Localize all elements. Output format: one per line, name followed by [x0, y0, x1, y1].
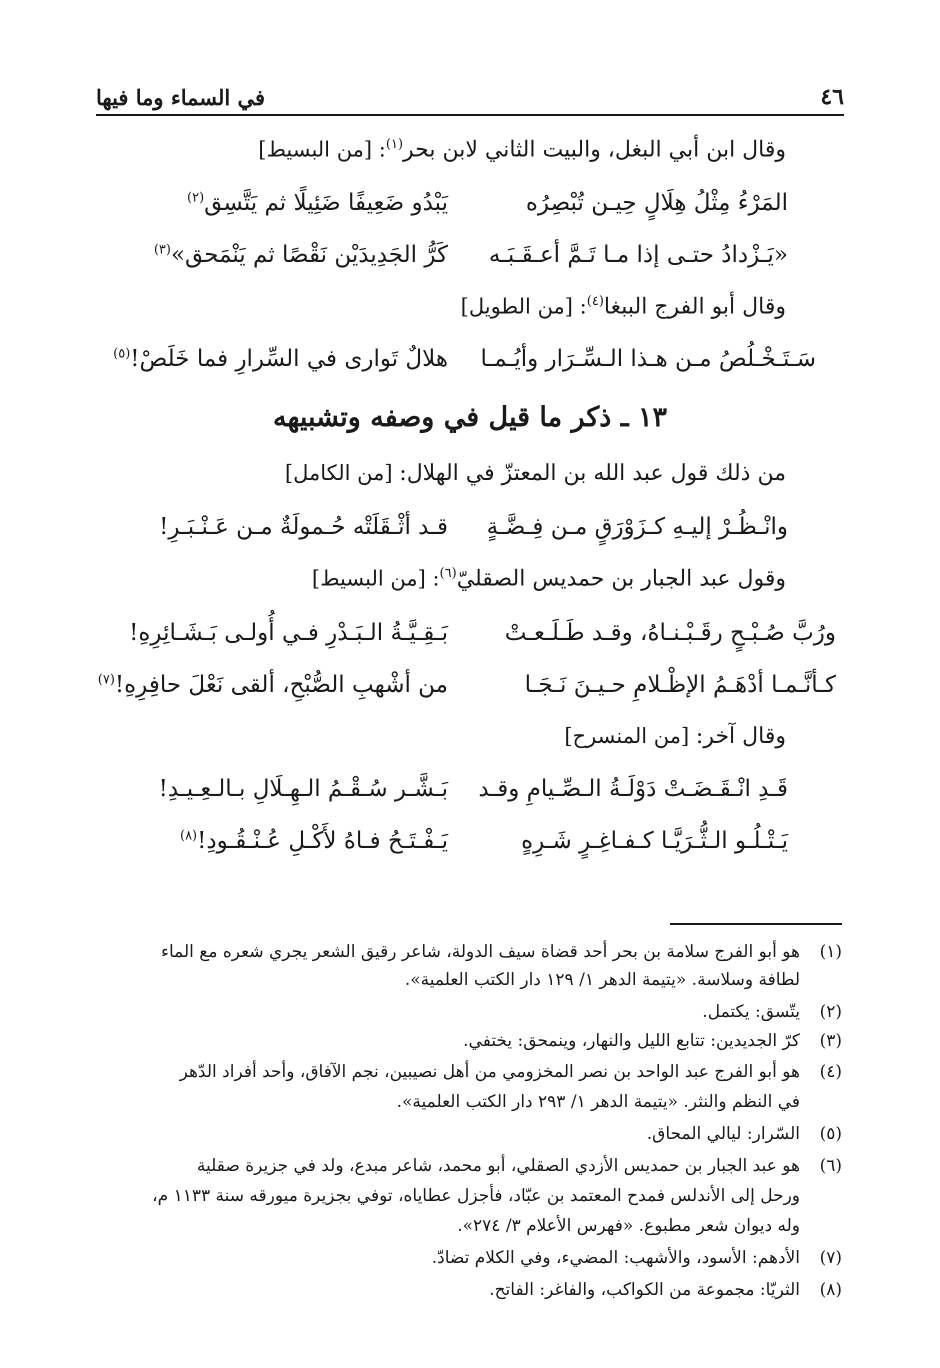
footnote-ref-1: (١) — [385, 137, 404, 152]
footnote-number: (٤) — [819, 1062, 842, 1082]
meter-label: [من المنسرح] — [564, 724, 696, 748]
meter-label: : [من البسيط] — [311, 566, 440, 591]
verse-hemistich-right: قَـدِ انْـقَـضَـتْ دَوْلَـةُ الـصِّـيامِ وقـد — [478, 776, 788, 802]
section-title: ١٣ ـ ذكر ما قيل في وصفه وتشبيهه — [272, 402, 668, 433]
footnote-text: الأدهم: الأسود، والأشهب: المضيء، وفي الكلام تضادّ. — [431, 1248, 800, 1268]
footnote-text: وله ديوان شعر مطبوع. «فهرس الأعلام ٣/ ٢٧٤». — [457, 1216, 800, 1236]
footnote-text: هو عبد الجبار بن حمديس الأزدي الصقلي، أبو محمد، شاعر مبدع، ولد في جزيرة صقلية — [196, 1156, 800, 1176]
footnote-ref-3: (٣) — [153, 242, 171, 258]
verse-hemistich-left: يَـفْـتَـحُ فـاهُ لأَكْـلِ عُـنْـقُـودِ!$^{(٨)}$ — [179, 828, 448, 854]
footnote-text: يتّسق: يكتمل. — [702, 1002, 800, 1022]
verse-hemistich-left: من أشْهبِ الصُّبْحِ، ألقى نَعْلَ حافِرِهِ!$^{(٧)}$ — [97, 672, 448, 698]
footnote-ref-8: (٨) — [179, 828, 198, 844]
verse-hemistich-right: ورُبَّ صُـبْـحٍ رقَـبْـنـاهُ، وقـد طَـلَـعـتْ — [504, 620, 836, 646]
footnote-text: كرّ الجديدين: تتابع الليل والنهار، وينمحق: يختفي. — [463, 1031, 800, 1051]
footnote-ref-6: (٦) — [439, 566, 457, 581]
intro-line-1: وقال ابن أبي البغل، والبيت الثاني لابن بحر$^{(١)}$: [من البسيط] — [258, 137, 786, 163]
meter-label: [من الكامل] — [284, 461, 400, 485]
running-head: في السماء وما فيها — [96, 85, 266, 110]
verse-hemistich-right: سَـتَـخْـلُصُ مـن هـذا الـسِّـرَار وأيُـمـا — [480, 346, 816, 372]
verse-hemistich-left: هلالٌ تَوارى في السِّرارِ فما خَلَصْ!$^{(٥)}$ — [113, 346, 448, 372]
verse-hemistich-left: يَبْدُو ضَعِيفًا ضَئِيلًا ثم يَتَّسِق$^{(٢)}$ — [187, 190, 448, 216]
footnote-text: السّرار: ليالي المحاق. — [646, 1124, 800, 1144]
footnote-text: في النظم والنثر. «يتيمة الدهر ١/ ٢٩٣ دار الكتب العلمية». — [396, 1092, 800, 1112]
footnote-text: هو أبو الفرج سلامة بن بحر أحد قضاة سيف الدولة، شاعر رقيق الشعر يجري شعره مع الماء — [161, 942, 800, 962]
verse-hemistich-left: بَـقِـيَّـةُ الـبَـدْرِ فـي أُولـى بَـشَـائِرِهِ! — [129, 620, 448, 646]
footnote-number: (٧) — [819, 1248, 842, 1268]
meter-label: : [من البسيط] — [258, 137, 386, 162]
footnote-number: (٣) — [819, 1031, 842, 1051]
intro-line-5: وقال آخر: [من المنسرح] — [564, 724, 786, 749]
verse-hemistich-right: «يَـزْدادُ حتـى إذا مـا تَـمَّ أعـقَـبَـه — [488, 242, 788, 268]
footnote-ref-7: (٧) — [97, 672, 115, 688]
verse-hemistich-left: كَرُّ الجَدِيدَيْن نَقْصًا ثم يَنْمَحق»$^{(٣)}$ — [153, 242, 448, 268]
intro-line-4: وقول عبد الجبار بن حمديس الصقليّ$^{(٦)}$: [من البسيط] — [311, 566, 786, 592]
verse-hemistich-right: كـأنَّـمـا أدْهَـمُ الإظْـلامِ حـيـنَ نَـجَـا — [524, 672, 836, 698]
footnote-text: لطافة وسلاسة. «يتيمة الدهر ١/ ١٢٩ دار الكتب العلمية». — [404, 970, 800, 990]
verse-hemistich-right: وانْـظُـرْ إليـهِ كـزَوْرَقٍ مـن فِـضَّـةٍ — [486, 514, 788, 540]
footnote-divider — [670, 923, 842, 925]
footnote-text: هو أبو الفرج عبد الواحد بن نصر المخزومي من أهل نصيبين، نجم الآفاق، وأحد أفراد الدّهر — [179, 1062, 800, 1082]
footnote-number: (١) — [819, 942, 842, 962]
footnote-ref-4: (٤) — [586, 294, 604, 309]
verse-hemistich-left: بَـشَّـر سُـقْـمُ الـهِـلَالِ بـالـعِـيـدِ! — [158, 776, 448, 802]
intro-line-3: من ذلك قول عبد الله بن المعتزّ في الهلال: [من الكامل] — [284, 461, 786, 486]
verse-hemistich-right: المَرْءُ مِثْلُ هِلَالٍ حِيـن تُبْصِرُه — [525, 190, 788, 216]
footnote-text: الثريّا: مجموعة من الكواكب، والفاغر: الفاتح. — [489, 1280, 800, 1300]
footnote-ref-2: (٢) — [187, 190, 205, 206]
page-header — [96, 80, 844, 116]
footnote-text: ورحل إلى الأندلس فمدح المعتمد بن عبّاد، فأجزل عطاياه، توفي بجزيرة ميورقه سنة ١١٣٣ م، — [152, 1186, 800, 1206]
footnote-number: (٢) — [819, 1002, 842, 1022]
verse-hemistich-right: يَـتْـلُـو الـثُّـرَيَّـا كـفـاغِـرٍ شَـرِهٍ — [521, 828, 788, 854]
footnote-ref-5: (٥) — [113, 346, 131, 362]
footnote-number: (٥) — [819, 1124, 842, 1144]
footnote-number: (٨) — [819, 1280, 842, 1300]
intro-line-2: وقال أبو الفرج الببغا$^{(٤)}$: [من الطويل] — [460, 294, 786, 320]
meter-label: : [من الطويل] — [460, 294, 587, 319]
page-number: ٤٦ — [820, 84, 844, 110]
verse-hemistich-left: قـد أثْـقَلَتْه حُـمولَةٌ مـن عَـنْـبَـرِ! — [159, 514, 448, 540]
footnote-number: (٦) — [819, 1156, 842, 1176]
